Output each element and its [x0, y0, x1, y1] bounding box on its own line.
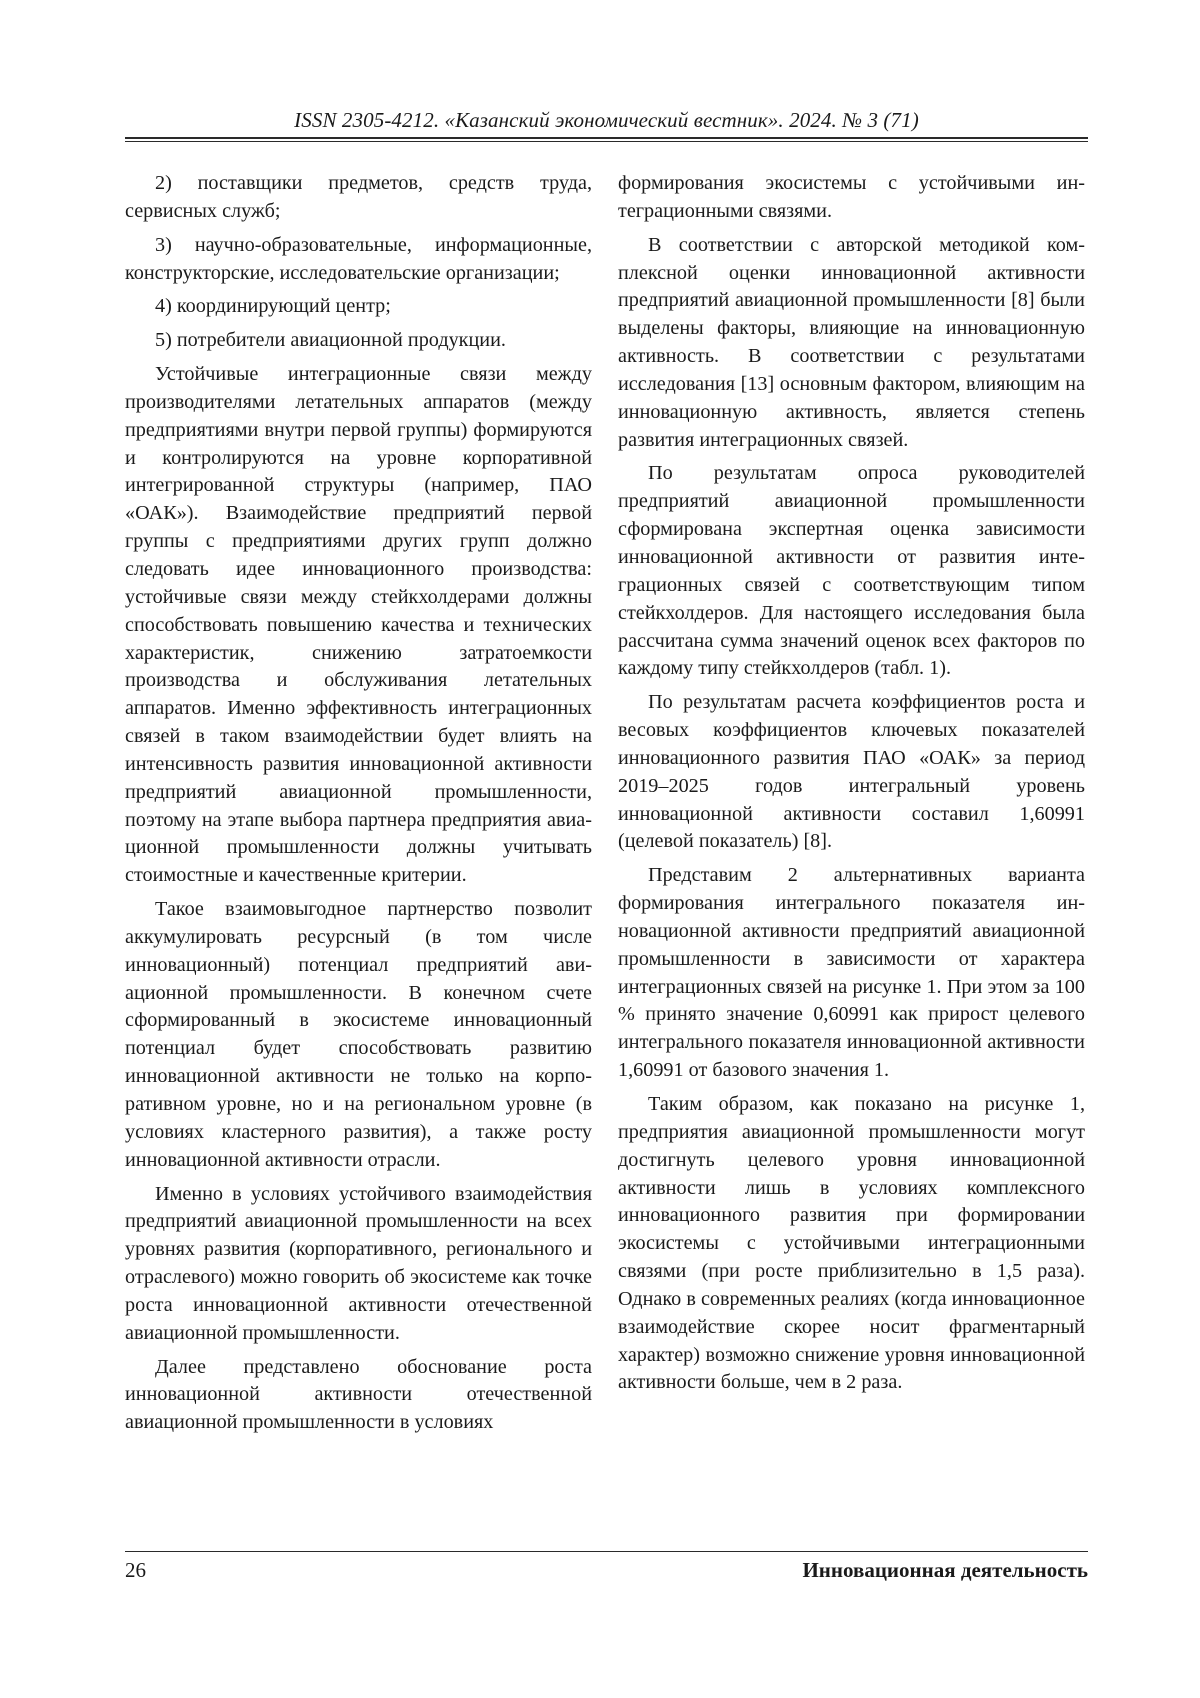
- paragraph-continuation: формирования экосистемы с устойчивыми интеграционными связями.: [618, 172, 1085, 222]
- paragraph-partnership: Такое взаимовыгодное партнерство позволит аккумулировать ресурсный (в том числе инновационный) потенциал предприятий авиационной промышленности. В конечном счете сформированный в экосистеме инновационный потенциал будет способствовать развитию инновационной активности не только на корпоративном уровне, но и на региональном уровне (в условиях кластерного развития), а также росту инновационной активности отрасли.: [125, 898, 592, 1171]
- paragraph-calculation: По результатам расчета коэффициентов роста и весовых коэффициентов ключевых показателей инновационного развития ПАО «ОАК» за период 2019–2025 годов интегральный уровень инновационной активности составил 1,60991 (целевой показатель) [8].: [618, 691, 1085, 853]
- paragraph-survey: По результатам опроса руководителей предприятий авиационной промышленности сформирована экспертная оценка зависимости инновационной активности от развития интеграционных связей с соответствующим типом стейкхолдеров. Для настоящего исследования была рассчитана сумма значений оценок всех факторов по каждому типу стейкхолдеров (табл. 1).: [618, 462, 1085, 680]
- paragraph-integration-links: Устойчивые интеграционные связи между производителями летательных аппаратов (между предприятиями внутри первой группы) формируются и контролируются на уровне корпоративной интегрированной структуры (например, ПАО «ОАК»). Взаимодействие предприятий первой группы с предприятиями других групп должно следовать идее инновационного производства: устойчивые связи между стейкхолдерами должны способствовать повышению качества и технических характеристик, снижению затратоемкости производства и обслуживания летательных аппаратов. Именно эффективность интеграционных связей в таком взаимодействии будет влиять на интенсивность развития инновационной активности предприятий авиационной промышленности, поэтому на этапе выбора партнера предприятия авиационной промышленности должны учитывать стоимостные и качественные критерии.: [125, 363, 592, 887]
- header-rule-thick: [125, 137, 1088, 139]
- list-item-coordinating-center: 4) координирующий центр;: [155, 295, 391, 318]
- journal-header: ISSN 2305-4212. «Казанский экономический вестник». 2024. № 3 (71): [294, 108, 919, 132]
- paragraph-conclusion: Таким образом, как показано на рисунке 1, предприятия авиационной промышленности могут достигнуть целевого уровня инновационной активности лишь в условиях комплексного инновационного развития при формировании экосистемы с устойчивыми интеграционными связями (при росте приблизительно в 1,5 раза). Однако в современных реалиях (когда инновационное взаимодействие скорее носит фрагментарный характер) возможно снижение уровня инновационной активности больше, чем в 2 раза.: [618, 1093, 1085, 1394]
- right-column: [618, 170, 1085, 1403]
- paragraph-ecosystem: Именно в условиях устойчивого взаимодействия предприятий авиационной промышленности на всех уровнях развития (корпоративного, регионального и отраслевого) можно говорить об экосистеме как точке роста инновационной активности отечественной авиационной промышленности.: [125, 1182, 592, 1344]
- list-item-consumers: 5) потребители авиационной продукции.: [155, 329, 506, 352]
- header-rule-thin: [125, 141, 1088, 142]
- list-item-research-orgs: 3) научно-образовательные, информационные, конструкторские, исследовательские организации;: [125, 233, 592, 284]
- left-column: [125, 170, 592, 1443]
- paragraph-alternatives: Представим 2 альтернативных варианта формирования интегрального показателя инновационной активности предприятий авиационной промышленности в зависимости от характера интеграционных связей на рисунке 1. При этом за 100 % принято значение 0,60991 как прирост целевого интегрального показателя инновационной активности 1,60991 от базового значения 1.: [618, 864, 1085, 1082]
- paragraph-justification-start: Далее представлено обоснование роста инновационной активности отечественной авиационной промышленности в условиях: [125, 1355, 592, 1434]
- footer-rule: [125, 1551, 1088, 1552]
- list-item-suppliers: 2) поставщики предметов, средств труда, сервисных служб;: [125, 172, 592, 222]
- paragraph-methodology: В соответствии с авторской методикой комплексной оценки инновационной активности предприятий авиационной промышленности [8] были выделены факторы, влияющие на инновационную активность. В соответствии с результатами исследования [13] основным фактором, влияющим на инновационную активность, является степень развития интеграционных связей.: [618, 233, 1085, 451]
- section-title: Инновационная деятельность: [802, 1558, 1088, 1582]
- page-number: 26: [125, 1558, 146, 1582]
